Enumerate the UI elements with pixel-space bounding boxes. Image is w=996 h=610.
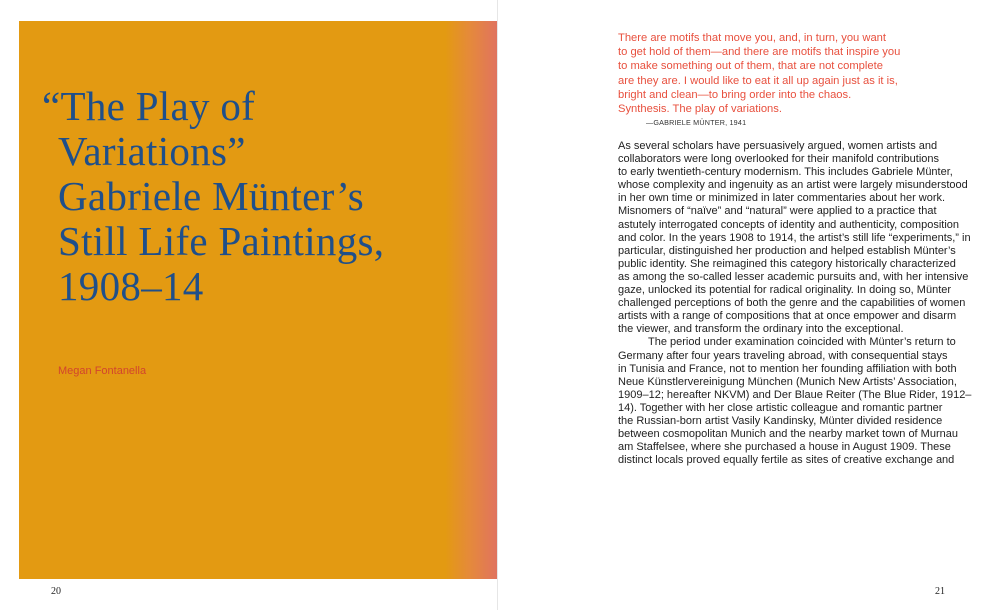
epigraph-line: There are motifs that move you, and, in turn, you want xyxy=(618,32,887,44)
body-line: Neue Künstlervereinigung München (Munich New Artists’ Association, xyxy=(618,375,957,388)
body-line: The period under examination coincided with Münter’s return to xyxy=(648,336,956,349)
author-name: Megan Fontanella xyxy=(58,365,147,377)
body-line: between cosmopolitan Munich and the nearby market town of Murnau xyxy=(618,428,958,441)
body-line: the Russian-born artist Vasily Kandinsky, Münter divided residence xyxy=(618,414,943,427)
title-line: 1908–14 xyxy=(58,263,204,309)
epigraph-line: Synthesis. The play of variations. xyxy=(618,103,782,116)
body-line: artists with a range of compositions that at once empower and disarm xyxy=(618,310,957,323)
page-number-right: 21 xyxy=(935,586,945,597)
title-line: Gabriele Münter’s xyxy=(58,173,365,219)
body-line: Misnomers of “naïve” and “natural” were applied to a practice that xyxy=(618,205,937,218)
body-line: 1909–12; hereafter NKVM) and Der Blaue Reiter (The Blue Rider, 1912– xyxy=(618,388,972,401)
body-line: particular, distinguished her production and helped establish Münter’s xyxy=(618,244,956,257)
page-gutter xyxy=(497,0,498,610)
epigraph-line: bright and clean—to bring order into the chaos. xyxy=(618,88,852,101)
epigraph xyxy=(618,31,958,127)
epigraph-line: to get hold of them—and there are motifs that inspire you xyxy=(618,46,901,59)
body-line: whose complexity and ingenuity as an artist were largely misunderstood xyxy=(618,179,968,192)
title-line: “The Play of xyxy=(42,83,256,129)
body-line: As several scholars have persuasively argued, women artists and xyxy=(618,140,938,152)
body-line: 14). Together with her close artistic colleague and romantic partner xyxy=(618,401,943,414)
epigraph-line: are they are. I would like to eat it all up again just as it is, xyxy=(618,74,898,87)
body-line: collaborators were long overlooked for their manifold contributions xyxy=(618,153,940,166)
body-line: distinct locals proved equally fertile as sites of creative exchange and xyxy=(618,454,955,467)
body-text xyxy=(618,140,973,467)
body-line: and color. In the years 1908 to 1914, the artist’s still life “experiments,” in xyxy=(618,231,971,244)
body-line: the viewer, and transform the ordinary into the exceptional. xyxy=(618,323,904,336)
body-line: gaze, unlocked its potential for radical originality. In doing so, Münter xyxy=(618,284,952,297)
body-line: challenged perceptions of both the genre and the capabilities of women xyxy=(618,297,966,310)
body-line: public identity. She reimagined this category historically characterized xyxy=(618,257,956,270)
body-line: as among the so-called lesser academic pursuits and, with her intensive xyxy=(618,270,969,283)
body-line: to early twentieth-century modernism. This includes Gabriele Münter, xyxy=(618,166,953,179)
epigraph-line: to make something out of them, that are not complete xyxy=(618,60,883,73)
body-line: am Staffelsee, where she purchased a house in August 1909. These xyxy=(618,441,951,454)
body-line: in Tunisia and France, not to mention her founding affiliation with both xyxy=(618,362,957,375)
page-number-left: 20 xyxy=(51,586,61,597)
body-line: in her own time or minimized in later commentaries about her work. xyxy=(618,192,946,205)
chapter-title xyxy=(42,84,384,309)
body-line: Germany after four years traveling abroad, with consequential stays xyxy=(618,349,948,362)
epigraph-attribution: —GABRIELE MÜNTER, 1941 xyxy=(646,118,747,128)
title-line: Variations” xyxy=(58,128,246,174)
body-line: astutely interrogated concepts of identity and authenticity, composition xyxy=(618,218,959,231)
title-line: Still Life Paintings, xyxy=(58,218,385,264)
